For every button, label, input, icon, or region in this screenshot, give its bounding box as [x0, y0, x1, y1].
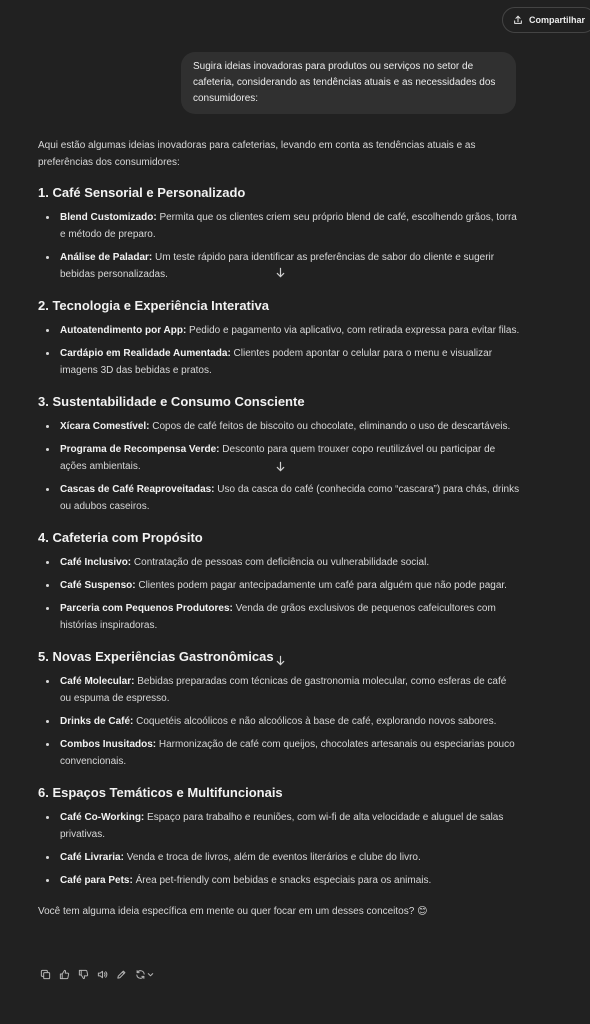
list-item-text: Espaço para trabalho e reuniões, com wi-fi de alta velocidade e aluguel de salas privativas. [60, 812, 504, 840]
arrow-down-icon [275, 267, 286, 278]
list-item-text: Harmonização de café com queijos, chocolates artesanais ou especiarias pouco convencionais. [60, 739, 515, 767]
section-list [38, 554, 520, 634]
section-heading: 1. Café Sensorial e Personalizado [38, 185, 246, 200]
assistant-intro: Aqui estão algumas ideias inovadoras para cafeterias, levando em conta as tendências atuais e as preferências dos consumidores: [38, 140, 476, 168]
list-item-text: Venda de grãos exclusivos de pequenos cafeicultores com histórias inspiradoras. [60, 603, 496, 631]
list-item [58, 849, 520, 866]
list-item-label: Café Molecular: [60, 676, 135, 687]
edit-icon [116, 969, 127, 980]
list-item [58, 736, 520, 770]
assistant-message [38, 137, 520, 920]
list-item [58, 600, 520, 634]
list-item-label: Xícara Comestível: [60, 421, 150, 432]
list-item-text: Um teste rápido para identificar as preferências de sabor do cliente e sugerir bebidas personalizadas. [60, 252, 495, 280]
list-item-text: Desconto para quem trouxer copo reutilizável ou participar de ações ambientais. [60, 444, 496, 472]
list-item-label: Café Co-Working: [60, 812, 145, 823]
list-item-label: Cascas de Café Reaproveitadas: [60, 484, 215, 495]
thumbs-up-icon [59, 969, 70, 980]
section-heading: 3. Sustentabilidade e Consumo Consciente [38, 394, 305, 409]
list-item-text: Venda e troca de livros, além de eventos literários e clube do livro. [123, 852, 421, 863]
read-aloud-button[interactable] [95, 967, 109, 981]
list-item [58, 673, 520, 707]
list-item-text: Coquetéis alcoólicos e não alcoólicos à base de café, explorando novos sabores. [133, 716, 497, 727]
scroll-down-button[interactable] [272, 458, 288, 474]
list-item [58, 418, 520, 435]
regenerate-icon [135, 969, 146, 980]
assistant-outro: Você tem alguma ideia específica em mente ou quer focar em um desses conceitos? 😊 [38, 906, 428, 917]
list-item-label: Drinks de Café: [60, 716, 134, 727]
chevron-down-icon [147, 971, 154, 978]
section-heading: 6. Espaços Temáticos e Multifuncionais [38, 785, 283, 800]
message-actions [38, 967, 155, 981]
list-item [58, 809, 520, 843]
arrow-down-icon [275, 655, 286, 666]
section-list [38, 809, 520, 889]
list-item-text: Permita que os clientes criem seu próprio blend de café, escolhendo grãos, torra e método de preparo. [60, 212, 517, 240]
section-heading: 2. Tecnologia e Experiência Interativa [38, 298, 269, 313]
list-item [58, 481, 520, 515]
copy-button[interactable] [38, 967, 52, 981]
list-item [58, 713, 520, 730]
list-item [58, 441, 520, 475]
user-message-text: Sugira ideias inovadoras para produtos ou serviços no setor de cafeteria, considerando as tendências atuais e as necessidades dos consumidores: [193, 61, 496, 104]
list-item-label: Cardápio em Realidade Aumentada: [60, 348, 231, 359]
list-item [58, 554, 520, 571]
list-item-label: Autoatendimento por App: [60, 325, 187, 336]
list-item-text: Copos de café feitos de biscoito ou chocolate, eliminando o uso de descartáveis. [149, 421, 511, 432]
list-item-text: Pedido e pagamento via aplicativo, com retirada expressa para evitar filas. [186, 325, 520, 336]
speaker-icon [97, 969, 108, 980]
list-item [58, 249, 520, 283]
list-item-text: Clientes podem apontar o celular para o menu e visualizar imagens 3D das bebidas e pratos. [60, 348, 493, 376]
list-item [58, 322, 520, 339]
thumbs-down-button[interactable] [76, 967, 90, 981]
user-message-bubble [181, 52, 516, 114]
list-item-text: Uso da casca do café (conhecida como “cascara”) para chás, drinks ou adubos caseiros. [60, 484, 520, 512]
list-item-label: Parceria com Pequenos Produtores: [60, 603, 233, 614]
regenerate-button[interactable] [133, 967, 155, 981]
scroll-down-button[interactable] [272, 652, 288, 668]
list-item-label: Café Livraria: [60, 852, 124, 863]
list-item-label: Café Suspenso: [60, 580, 136, 591]
share-button[interactable] [502, 7, 590, 33]
list-item-label: Programa de Recompensa Verde: [60, 444, 220, 455]
list-item-text: Bebidas preparadas com técnicas de gastronomia molecular, como esferas de café ou espuma de espresso. [60, 676, 507, 704]
list-item-label: Café para Pets: [60, 875, 133, 886]
list-item-label: Combos Inusitados: [60, 739, 157, 750]
thumbs-down-icon [78, 969, 89, 980]
list-item [58, 577, 520, 594]
share-icon [513, 15, 523, 25]
section-list [38, 322, 520, 379]
share-label: Compartilhar [528, 15, 585, 25]
arrow-down-icon [275, 461, 286, 472]
section-list [38, 673, 520, 770]
edit-button[interactable] [114, 967, 128, 981]
list-item-label: Análise de Paladar: [60, 252, 153, 263]
section-heading: 4. Cafeteria com Propósito [38, 530, 203, 545]
section-heading: 5. Novas Experiências Gastronômicas [38, 649, 274, 664]
copy-icon [40, 969, 51, 980]
list-item [58, 209, 520, 243]
list-item-text: Área pet-friendly com bebidas e snacks especiais para os animais. [132, 875, 432, 886]
assistant-sections [38, 184, 520, 889]
list-item-label: Blend Customizado: [60, 212, 157, 223]
list-item-text: Contratação de pessoas com deficiência ou vulnerabilidade social. [131, 557, 430, 568]
scroll-down-button[interactable] [272, 264, 288, 280]
list-item [58, 872, 520, 889]
thumbs-up-button[interactable] [57, 967, 71, 981]
list-item-label: Café Inclusivo: [60, 557, 132, 568]
list-item-text: Clientes podem pagar antecipadamente um café para alguém que não pode pagar. [135, 580, 507, 591]
list-item [58, 345, 520, 379]
